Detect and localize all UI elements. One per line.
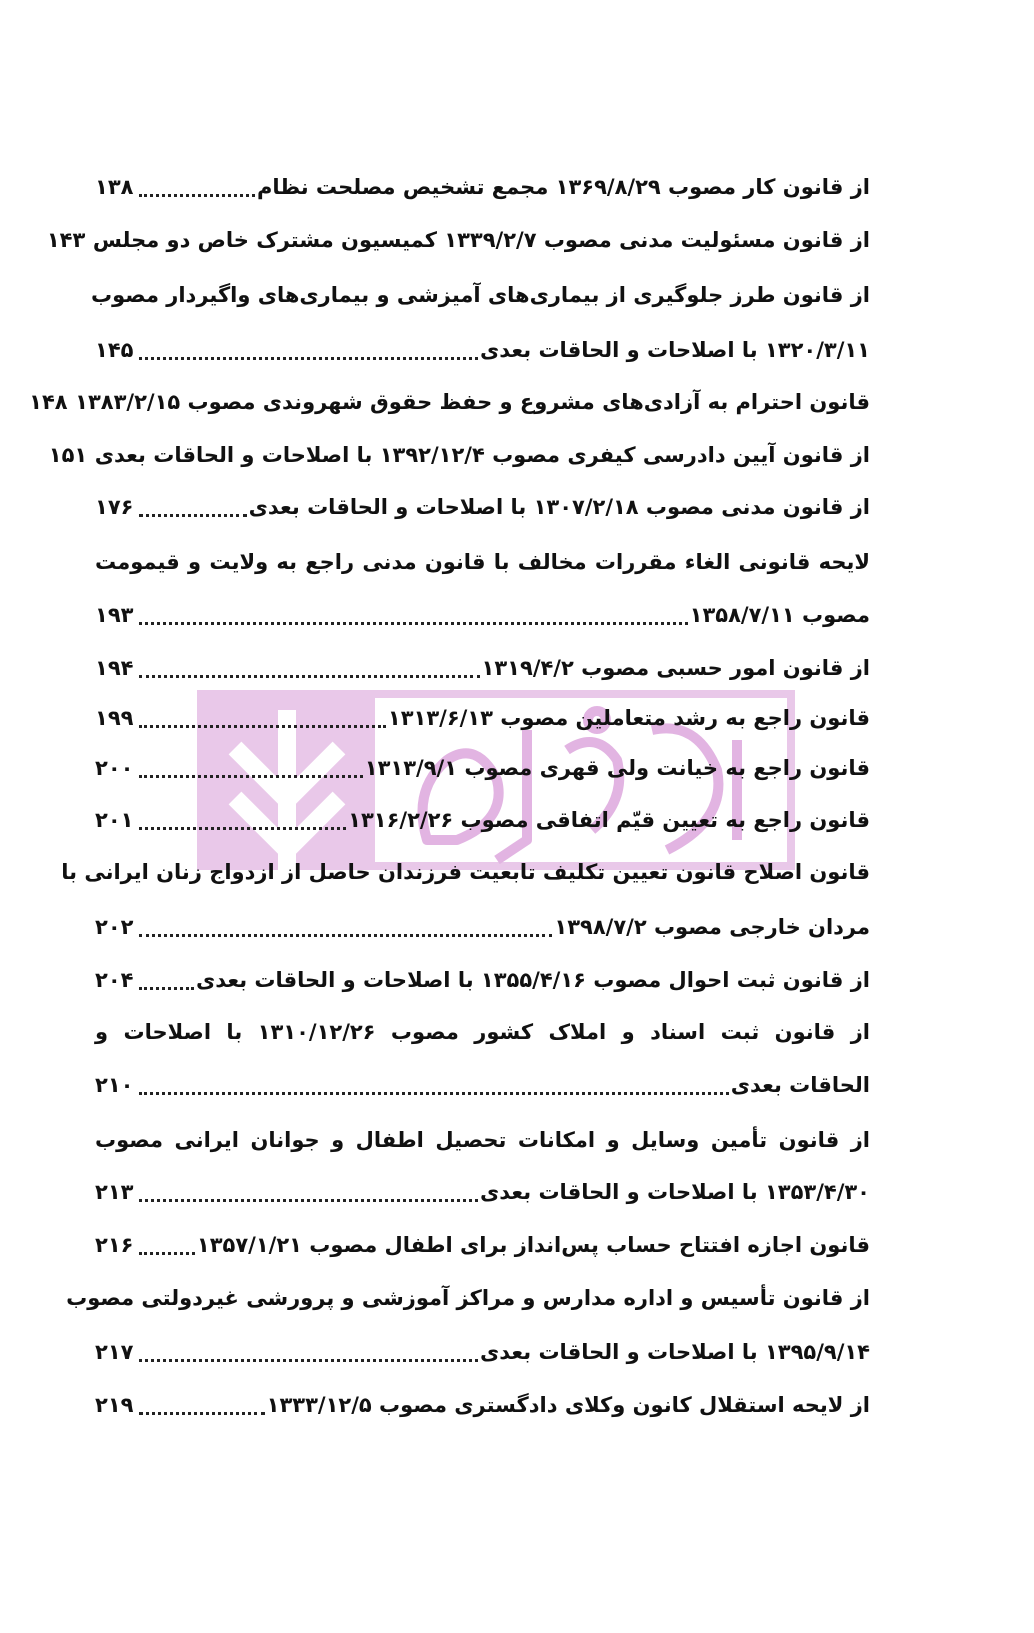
toc-entry-continued[interactable] bbox=[90, 275, 870, 315]
leader-dots bbox=[139, 963, 194, 990]
toc-page-number: ۱۴۸ bbox=[29, 390, 68, 414]
toc-entry-title: قانون اصلاح قانون تعیین تکلیف تابعیت فرزندان حاصل از ازدواج زنان ایرانی با bbox=[61, 860, 870, 884]
toc-entry[interactable] bbox=[95, 1065, 870, 1105]
toc-page-number: ۱۹۹ bbox=[95, 706, 134, 730]
toc-entry-title: از قانون کار مصوب ۱۳۶۹/۸/۲۹ مجمع تشخیص مصلحت نظام bbox=[256, 175, 870, 199]
toc-page-number: ۱۴۳ bbox=[46, 228, 86, 252]
toc-page-number: ۲۱۷ bbox=[95, 1340, 134, 1364]
toc-entry[interactable] bbox=[95, 1172, 870, 1212]
toc-page-number: ۲۰۲ bbox=[95, 915, 134, 939]
toc-entry-continued[interactable] bbox=[95, 542, 870, 582]
toc-entry-title: الحاقات بعدی bbox=[730, 1073, 870, 1097]
leader-dots bbox=[139, 701, 386, 728]
toc-page-number: ۱۷۶ bbox=[95, 495, 134, 519]
toc-entry[interactable] bbox=[95, 648, 870, 688]
toc-entry-title: از قانون تأسیس و اداره مدارس و مراکز آموزشی و پرورشی غیردولتی مصوب bbox=[66, 1286, 870, 1310]
toc-entry[interactable] bbox=[48, 435, 870, 475]
toc-entry[interactable] bbox=[95, 960, 870, 1000]
leader-dots bbox=[139, 1175, 478, 1202]
toc-entry-title: از لایحه استقلال کانون وکلای دادگستری مصوب ۱۳۳۳/۱۲/۵ bbox=[266, 1393, 870, 1417]
toc-entry-title: مردان خارجی مصوب ۱۳۹۸/۷/۲ bbox=[554, 915, 870, 939]
toc-page-number: ۲۱۶ bbox=[95, 1233, 134, 1257]
leader-dots bbox=[139, 1228, 195, 1255]
leader-dots bbox=[139, 333, 478, 360]
toc-page-number: ۱۳۸ bbox=[95, 175, 134, 199]
leader-dots bbox=[139, 1068, 729, 1095]
toc-page-number: ۲۱۹ bbox=[95, 1393, 134, 1417]
toc-entry-title: از قانون مسئولیت مدنی مصوب ۱۳۳۹/۲/۷ کمیسیون مشترک خاص دو مجلس bbox=[92, 228, 870, 252]
toc-entry-title: ۱۳۹۵/۹/۱۴ با اصلاحات و الحاقات بعدی bbox=[480, 1340, 870, 1364]
toc-page-number: ۱۹۴ bbox=[95, 656, 134, 680]
toc-entry[interactable] bbox=[29, 382, 870, 422]
leader-dots bbox=[139, 751, 363, 778]
toc-entry-title: قانون راجع به رشد متعاملین مصوب ۱۳۱۳/۶/۱۳ bbox=[387, 706, 870, 730]
toc-entry[interactable] bbox=[95, 1385, 870, 1425]
leader-dots bbox=[139, 651, 480, 678]
toc-entry-title: از قانون امور حسبی مصوب ۱۳۱۹/۴/۲ bbox=[481, 656, 870, 680]
leader-dots bbox=[139, 170, 255, 197]
toc-entry-continued[interactable] bbox=[61, 852, 870, 892]
toc-entry-title: قانون اجازه افتتاح حساب پس‌انداز برای اطفال مصوب ۱۳۵۷/۱/۲۱ bbox=[196, 1233, 870, 1257]
toc-entry[interactable] bbox=[95, 487, 870, 527]
toc-page-number: ۲۱۳ bbox=[95, 1180, 134, 1204]
toc-entry-title: از قانون آیین دادرسی کیفری مصوب ۱۳۹۲/۱۲/۴ با اصلاحات و الحاقات بعدی bbox=[94, 443, 870, 467]
toc-page-number: ۱۵۱ bbox=[48, 443, 88, 467]
toc-page-number: ۲۱۰ bbox=[95, 1073, 134, 1097]
toc-entry-title: لایحه قانونی الغاء مقررات مخالف با قانون مدنی راجع به ولایت و قیمومت bbox=[95, 550, 870, 574]
toc-page-number: ۲۰۱ bbox=[95, 808, 134, 832]
toc-page-number: ۲۰۰ bbox=[95, 756, 134, 780]
leader-dots bbox=[139, 910, 552, 937]
leader-dots bbox=[139, 803, 346, 830]
toc-entry[interactable] bbox=[95, 800, 870, 840]
toc-entry-title: ۱۳۲۰/۳/۱۱ با اصلاحات و الحاقات بعدی bbox=[480, 338, 870, 362]
toc-page-number: ۲۰۴ bbox=[95, 968, 134, 992]
toc-entry-continued[interactable] bbox=[95, 1012, 870, 1052]
leader-dots bbox=[139, 1335, 478, 1362]
toc-entry-title: از قانون طرز جلوگیری از بیماری‌های آمیزشی و بیماری‌های واگیردار مصوب bbox=[90, 283, 870, 307]
toc-entry[interactable] bbox=[95, 595, 870, 635]
toc-page-number: ۱۹۳ bbox=[95, 603, 134, 627]
toc-entry-title: از قانون ثبت اسناد و املاک کشور مصوب ۱۳۱۰/۱۲/۲۶ با اصلاحات و bbox=[95, 1020, 870, 1044]
toc-entry[interactable] bbox=[95, 907, 870, 947]
toc-entry-title: از قانون تأمین وسایل و امکانات تحصیل اطفال و جوانان ایرانی مصوب bbox=[95, 1128, 870, 1152]
toc-entry[interactable] bbox=[46, 220, 870, 260]
leader-dots bbox=[139, 490, 247, 517]
toc-entry-continued[interactable] bbox=[95, 1120, 870, 1160]
toc-entry-continued[interactable] bbox=[66, 1278, 870, 1318]
toc-entry-title: قانون راجع به تعیین قیّم اتفاقی مصوب ۱۳۱۶/۲/۲۶ bbox=[348, 808, 870, 832]
toc-entry-title: قانون احترام به آزادی‌های مشروع و حفظ حقوق شهروندی مصوب ۱۳۸۳/۲/۱۵ bbox=[75, 390, 870, 414]
toc-entry[interactable] bbox=[95, 748, 870, 788]
toc-entry[interactable] bbox=[95, 330, 870, 370]
leader-dots bbox=[139, 598, 688, 625]
toc-entry-title: قانون راجع به خیانت ولی قهری مصوب ۱۳۱۳/۹/۱ bbox=[364, 756, 870, 780]
toc-entry[interactable] bbox=[95, 698, 870, 738]
toc-page-number: ۱۴۵ bbox=[95, 338, 134, 362]
toc-entry-title: ۱۳۵۳/۴/۳۰ با اصلاحات و الحاقات بعدی bbox=[480, 1180, 870, 1204]
toc-entry[interactable] bbox=[95, 1225, 870, 1265]
toc-entry-title: از قانون مدنی مصوب ۱۳۰۷/۲/۱۸ با اصلاحات و الحاقات بعدی bbox=[248, 495, 870, 519]
leader-dots bbox=[139, 1388, 265, 1415]
toc-entry-title: از قانون ثبت احوال مصوب ۱۳۵۵/۴/۱۶ با اصلاحات و الحاقات بعدی bbox=[196, 968, 870, 992]
toc-entry[interactable] bbox=[95, 167, 870, 207]
toc-entry[interactable] bbox=[95, 1332, 870, 1372]
toc-entry-title: مصوب ۱۳۵۸/۷/۱۱ bbox=[689, 603, 870, 627]
